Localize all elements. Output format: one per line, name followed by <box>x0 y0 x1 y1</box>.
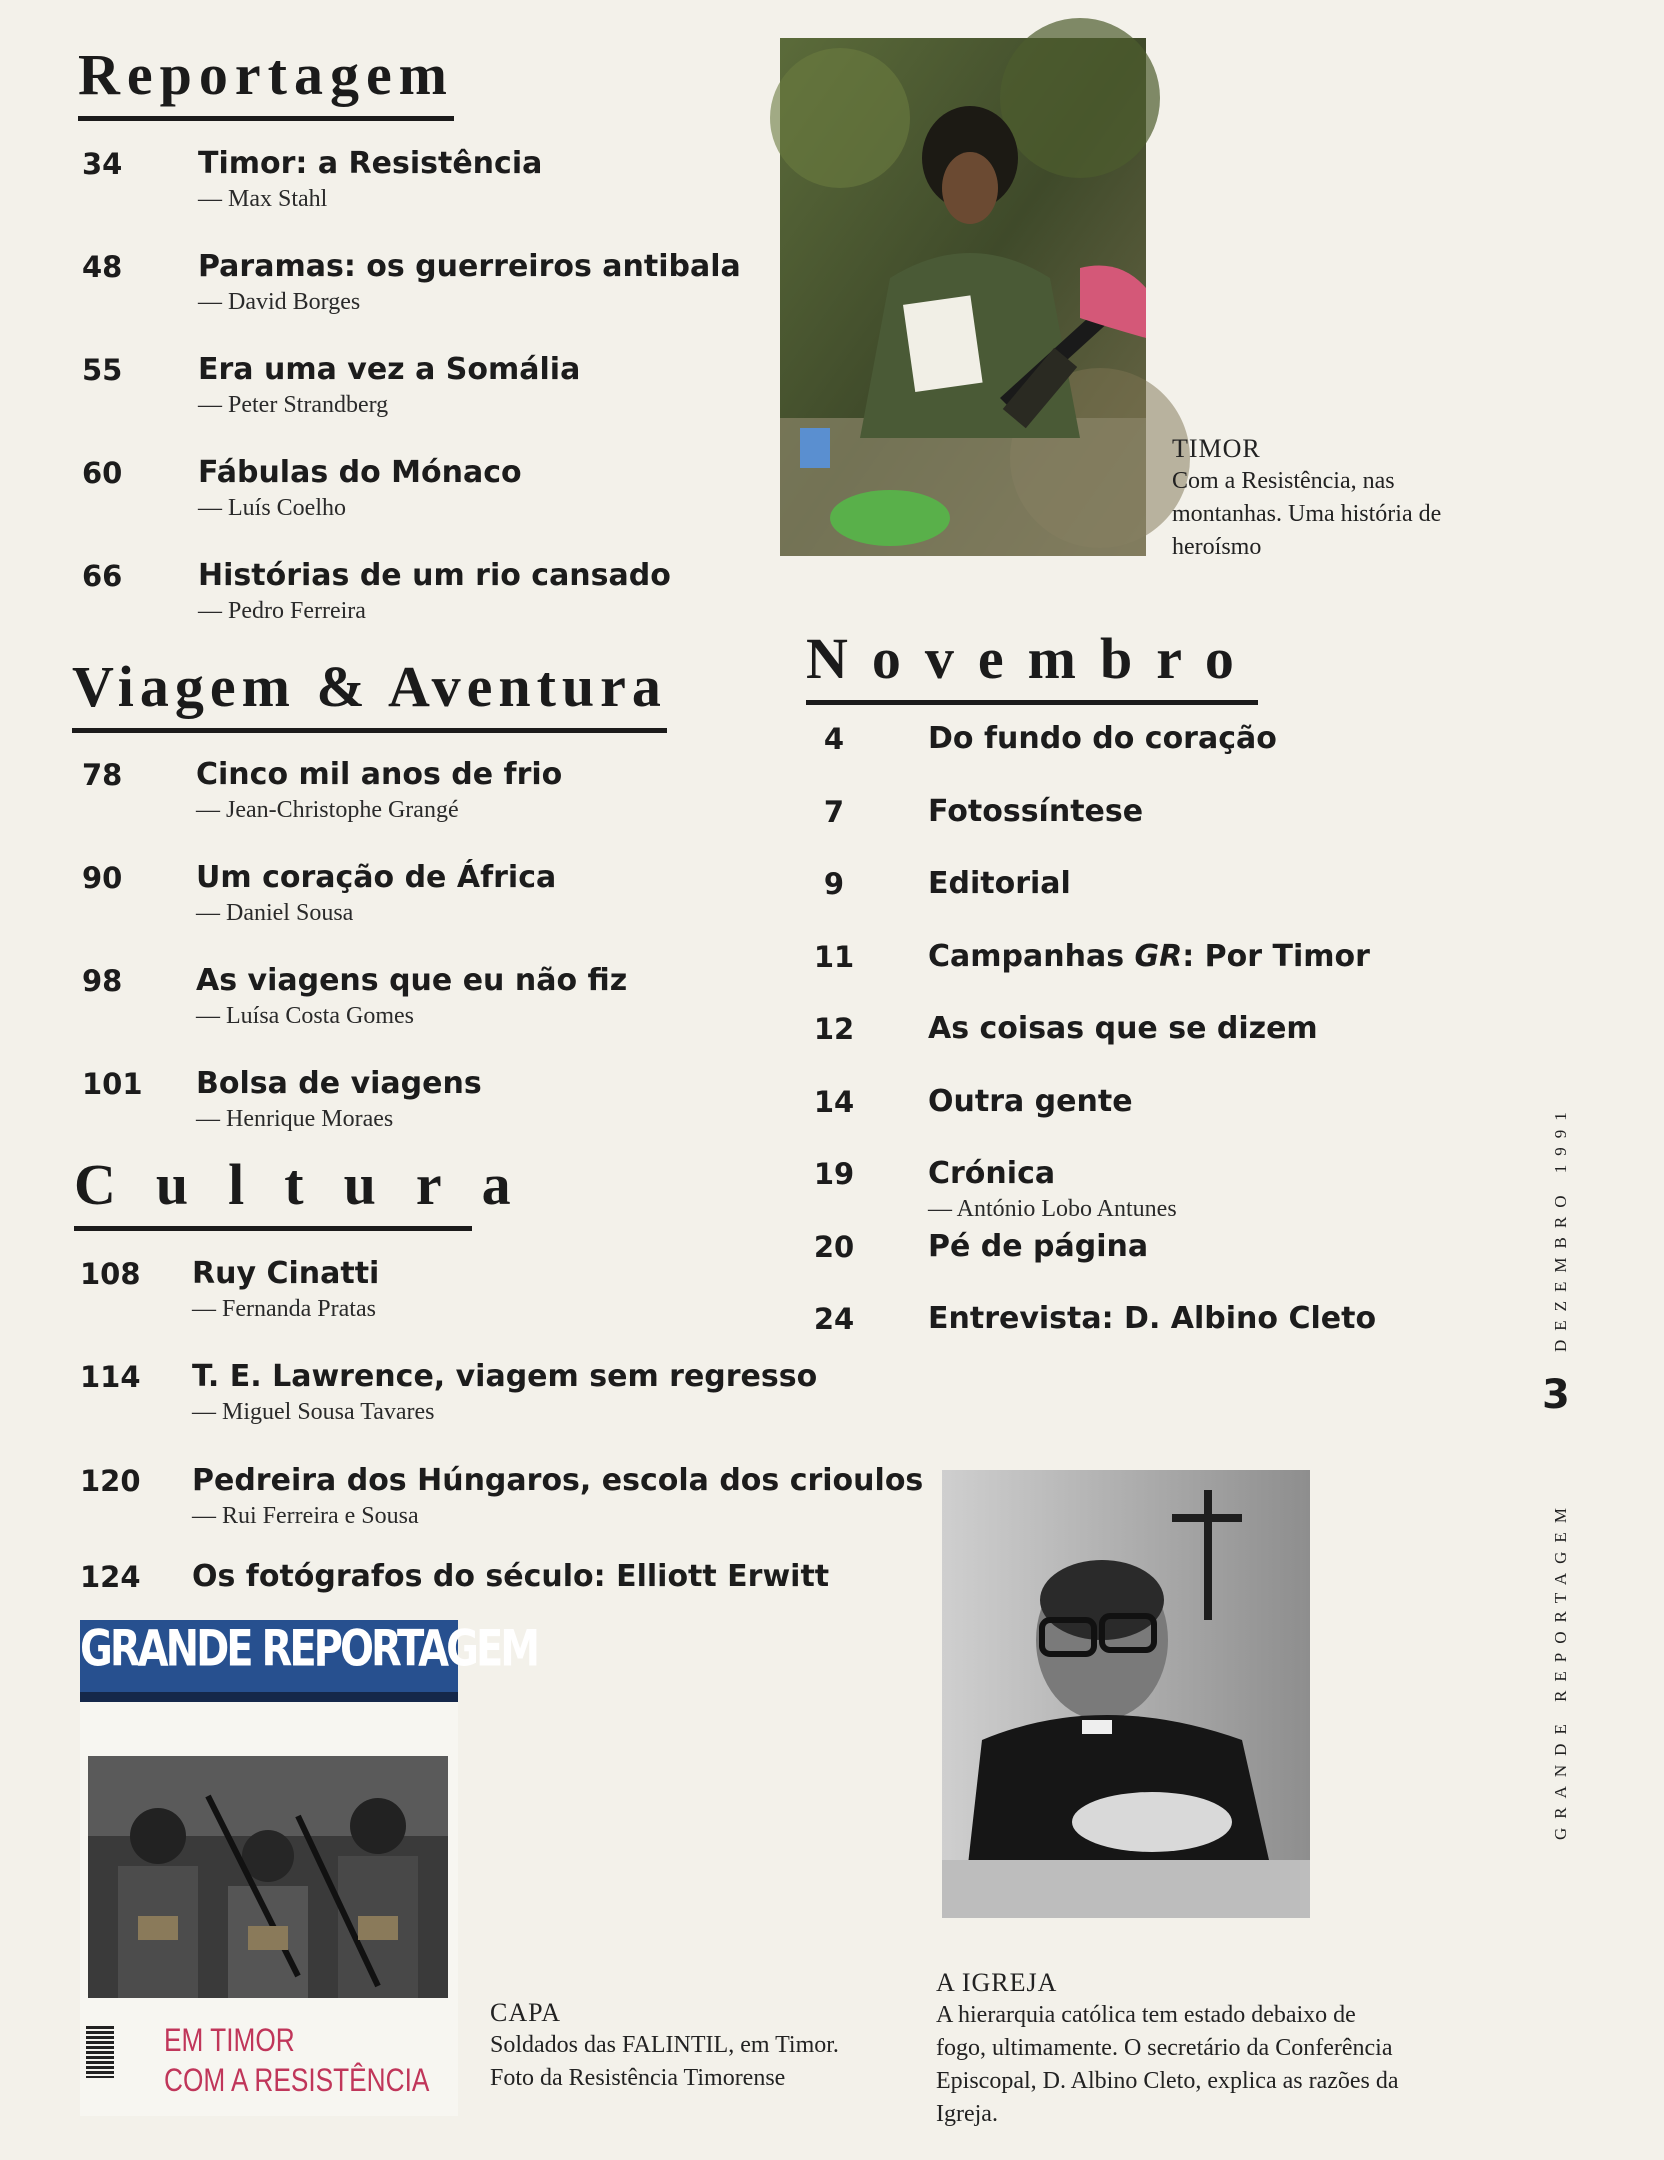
entry-author: — Rui Ferreira e Sousa <box>192 1503 419 1529</box>
entry-title: Cinco mil anos de frio <box>196 757 563 792</box>
entry-author: — Henrique Moraes <box>196 1106 394 1132</box>
toc-entry <box>806 1085 1566 1155</box>
page-number: 3 <box>1542 1372 1570 1418</box>
entry-page-number: 66 <box>82 559 123 593</box>
toc-entry <box>806 1012 1566 1082</box>
toc-entry <box>806 867 1566 937</box>
capa-caption-head: CAPA <box>490 1998 561 2027</box>
entry-page-number: 20 <box>813 1229 855 1264</box>
entry-title: Fotossíntese <box>928 793 1144 829</box>
cover-photo <box>88 1756 448 1998</box>
entry-author: — Jean-Christophe Grangé <box>196 797 459 823</box>
entry-title: Outra gente <box>928 1083 1133 1119</box>
toc-entry <box>82 147 842 217</box>
capa-caption-text: Soldados das FALINTIL, em Timor. Foto da Resistência Timorense <box>490 2032 839 2091</box>
toc-entry <box>82 456 842 526</box>
toc-entry <box>80 1463 924 1534</box>
toc-entry <box>82 1067 842 1137</box>
toc-entry <box>82 250 842 320</box>
entry-page-number: 48 <box>82 250 123 284</box>
toc-entry <box>806 1230 1566 1300</box>
entry-title: As coisas que se dizem <box>928 1011 1318 1046</box>
toc-entry <box>806 1302 1566 1372</box>
entry-page-number: 124 <box>80 1560 141 1594</box>
entry-page-number: 12 <box>813 1012 855 1046</box>
section-title-cultura: Cultura <box>74 1156 472 1231</box>
entry-page-number: 98 <box>82 964 123 998</box>
section-title-novembro: Novembro <box>806 630 1258 705</box>
entry-title: Crónica <box>928 1156 1056 1191</box>
igreja-caption-text: A hierarquia católica tem estado debaixo de fogo, ultimamente. O secretário da Conferência Episcopal, D. Albino Cleto, explica as razões da Igreja. <box>936 2002 1399 2127</box>
entry-title: Editorial <box>928 866 1071 901</box>
entry-page-number: 108 <box>80 1257 141 1291</box>
entry-author: — Luísa Costa Gomes <box>196 1003 414 1029</box>
entry-page-number: 34 <box>82 147 123 181</box>
igreja-caption-head: A IGREJA <box>936 1968 1058 1997</box>
toc-entry <box>82 861 842 931</box>
toc-entry <box>82 353 842 423</box>
entry-author: — Fernanda Pratas <box>192 1296 376 1322</box>
toc-entry <box>82 964 842 1034</box>
entry-title: Fábulas do Mónaco <box>198 455 522 490</box>
entry-page-number: 55 <box>82 353 123 387</box>
toc-entry <box>82 758 842 828</box>
entry-title: Paramas: os guerreiros antibala <box>198 249 741 284</box>
igreja-caption <box>936 1966 1406 2131</box>
toc-entry <box>806 795 1566 865</box>
section-title-reportagem: Reportagem <box>78 46 454 121</box>
priest-photo <box>942 1470 1310 1918</box>
toc-entry <box>82 559 842 629</box>
toc-entry <box>80 1360 840 1430</box>
entry-title: T. E. Lawrence, viagem sem regresso <box>192 1359 818 1394</box>
barcode-icon <box>86 2026 114 2078</box>
timor-caption-head: TIMOR <box>1172 434 1261 463</box>
entry-author: — David Borges <box>198 289 361 315</box>
cover-masthead-text: GRANDE REPORTAGEM <box>80 1620 538 1678</box>
entry-page-number: 114 <box>80 1360 141 1394</box>
entry-page-number: 101 <box>82 1067 143 1101</box>
entry-title: Campanhas GR: Por Timor <box>928 938 1370 974</box>
entry-page-number: 19 <box>813 1157 855 1191</box>
entry-title: Um coração de África <box>196 860 557 895</box>
entry-author: — Miguel Sousa Tavares <box>192 1399 435 1425</box>
albino-cleto-image <box>942 1470 1310 1918</box>
entry-title: Pé de página <box>928 1228 1149 1264</box>
entry-title: Era uma vez a Somália <box>198 352 581 387</box>
cover-masthead <box>80 1620 538 1702</box>
cover-headline-1: EM TIMOR <box>164 2022 295 2058</box>
entry-page-number: 90 <box>82 861 123 895</box>
entry-title: Timor: a Resistência <box>198 146 543 181</box>
entry-title: Do fundo do coração <box>928 721 1277 756</box>
entry-author: — Pedro Ferreira <box>198 598 366 624</box>
entry-title: Pedreira dos Húngaros, escola dos crioulos <box>192 1463 924 1498</box>
entry-author: — Daniel Sousa <box>196 900 354 926</box>
entry-title: Bolsa de viagens <box>196 1066 482 1101</box>
toc-entry <box>80 1257 840 1327</box>
entry-title: Os fotógrafos do século: Elliott Erwitt <box>192 1559 830 1594</box>
falintil-soldiers-image <box>88 1756 448 1998</box>
capa-caption <box>490 1996 850 2095</box>
entry-page-number: 14 <box>813 1084 855 1119</box>
entry-page-number: 24 <box>813 1302 855 1336</box>
sidebar-magazine: GRANDE REPORTAGEM <box>1551 1499 1570 1840</box>
toc-entry <box>806 940 1566 1010</box>
section-title-viagem: Viagem & Aventura <box>72 658 667 733</box>
entry-page-number: 60 <box>82 456 123 490</box>
toc-entry <box>806 722 1566 792</box>
entry-page-number: 4 <box>823 722 845 756</box>
cover-headline-2: COM A RESISTÊNCIA <box>164 2062 430 2098</box>
entry-title: Histórias de um rio cansado <box>198 558 671 593</box>
resistance-fighter-image <box>780 38 1146 556</box>
timor-photo <box>780 38 1146 556</box>
entry-page-number: 120 <box>80 1464 141 1498</box>
entry-author: — Peter Strandberg <box>198 392 389 418</box>
sidebar-date: DEZEMBRO 1991 <box>1551 1103 1570 1352</box>
entry-title: Entrevista: D. Albino Cleto <box>928 1301 1377 1336</box>
entry-page-number: 78 <box>82 758 123 792</box>
entry-author: — Luís Coelho <box>198 495 346 521</box>
entry-page-number: 9 <box>823 867 845 901</box>
entry-page-number: 7 <box>823 794 845 829</box>
timor-caption-text: Com a Resistência, nas montanhas. Uma história de heroísmo <box>1172 468 1442 560</box>
entry-title: Ruy Cinatti <box>192 1256 380 1291</box>
entry-author: — António Lobo Antunes <box>928 1196 1177 1222</box>
entry-title: As viagens que eu não fiz <box>196 963 628 998</box>
timor-caption <box>1172 432 1472 564</box>
entry-author: — Max Stahl <box>198 186 328 212</box>
toc-entry <box>806 1157 1566 1227</box>
entry-page-number: 11 <box>813 939 855 974</box>
